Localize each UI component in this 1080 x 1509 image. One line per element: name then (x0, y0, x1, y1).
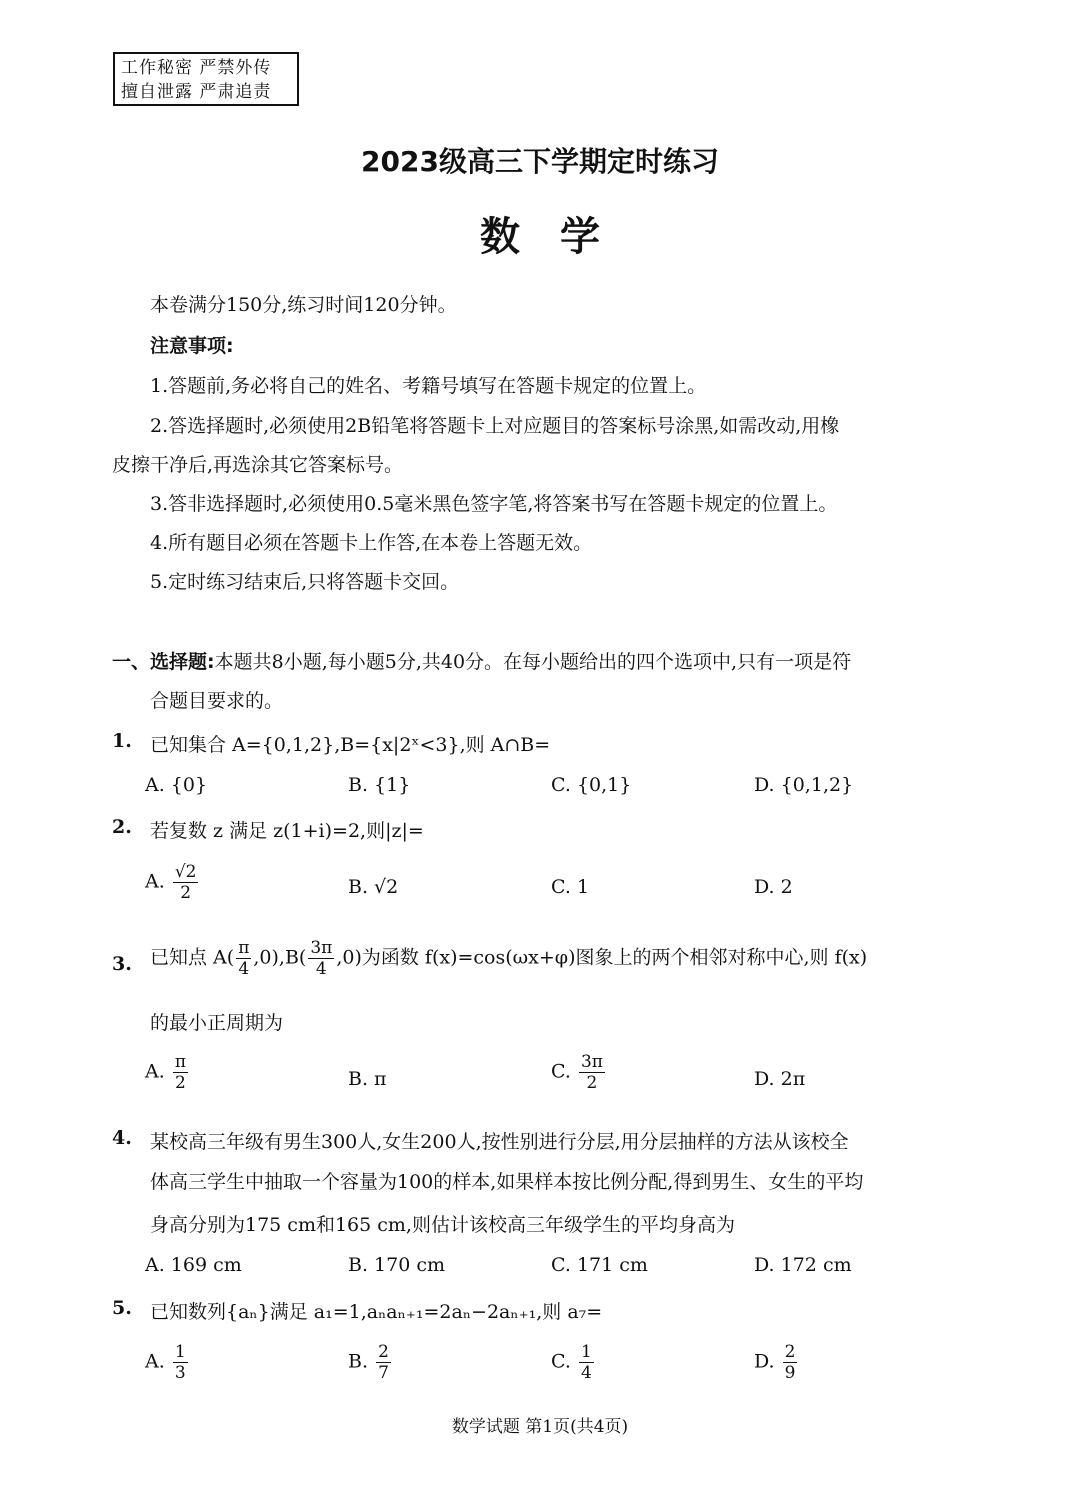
note-2: 2.答选择题时,必须使用2B铅笔将答题卡上对应题目的答案标号涂黑,如需改动,用橡 (150, 415, 840, 437)
q1-number: 1. (112, 730, 132, 752)
q3-option-c-fraction (579, 1052, 605, 1093)
q5-c-denominator: 4 (580, 1363, 592, 1383)
intro-line: 本卷满分150分,练习时间120分钟。 (150, 294, 457, 316)
q2-number: 2. (112, 816, 132, 838)
q3-option-c-label: C. (551, 1060, 571, 1083)
q3-option-a-label: A. (145, 1060, 165, 1083)
q5-number: 5. (112, 1297, 132, 1319)
q5-option-b-fraction (376, 1342, 391, 1383)
q2-option-c: C. 1 (551, 876, 590, 898)
q3-stem (150, 938, 867, 979)
q5-b-denominator: 7 (378, 1363, 389, 1383)
q3-number: 3. (112, 953, 132, 975)
section-1-desc: 本题共8小题,每小题5分,共40分。在每小题给出的四个选项中,只有一项是符 (214, 651, 852, 673)
q5-c-numerator: 1 (580, 1342, 592, 1362)
q4-option-c: C. 171 cm (551, 1254, 648, 1276)
q5-option-d-fraction (783, 1342, 798, 1383)
q3-stem-line-2: 的最小正周期为 (150, 1012, 284, 1034)
q5-a-denominator: 3 (174, 1363, 186, 1383)
q5-option-b-label: B. (348, 1350, 369, 1373)
q4-stem-line-1: 某校高三年级有男生300人,女生200人,按性别进行分层,用分层抽样的方法从该校全 (150, 1131, 849, 1153)
q5-option-a-fraction (173, 1342, 188, 1383)
stamp-line-1: 工作秘密 严禁外传 (121, 58, 272, 78)
q5-stem: 已知数列{aₙ}满足 a₁=1,aₙaₙ₊₁=2aₙ−2aₙ₊₁,则 a₇= (150, 1301, 603, 1323)
q3-f1-denominator: 4 (238, 959, 250, 979)
q3-option-c (551, 1052, 607, 1093)
q5-option-d (754, 1342, 799, 1383)
q5-b-numerator: 2 (378, 1342, 389, 1362)
stamp-line-2: 擅自泄露 严肃追责 (121, 82, 272, 102)
q2-stem: 若复数 z 满足 z(1+i)=2,则|z|= (150, 820, 424, 842)
note-2-cont: 皮擦干净后,再选涂其它答案标号。 (112, 454, 404, 476)
q4-option-d: D. 172 cm (754, 1254, 852, 1276)
q2-option-a (145, 862, 200, 903)
section-1-desc-cont: 合题目要求的。 (150, 690, 284, 712)
page-footer: 数学试题 第1页(共4页) (451, 1417, 629, 1437)
q3-c-denominator: 2 (586, 1073, 598, 1093)
note-5: 5.定时练习结束后,只将答题卡交回。 (150, 571, 460, 593)
q3-option-b: B. π (348, 1068, 387, 1090)
q4-stem-line-3: 身高分别为175 cm和165 cm,则估计该校高三年级学生的平均身高为 (150, 1214, 735, 1236)
q3-c-numerator: 3π (580, 1052, 603, 1072)
q3-stem-part-b: ,0),B( (253, 946, 307, 969)
q5-a-numerator: 1 (174, 1342, 186, 1362)
q4-number: 4. (112, 1127, 132, 1149)
q5-option-c (551, 1342, 596, 1383)
q5-d-denominator: 9 (784, 1363, 796, 1383)
q3-fraction-2 (308, 938, 334, 979)
q3-option-a (145, 1052, 190, 1093)
q3-stem-part-c: ,0)为函数 f(x)=cos(ωx+φ)图象上的两个相邻对称中心,则 f(x) (336, 946, 868, 969)
q2-option-a-fraction (173, 862, 199, 903)
q3-fraction-1 (236, 938, 251, 979)
q5-option-b (348, 1342, 393, 1383)
q4-option-a: A. 169 cm (145, 1254, 242, 1276)
q5-d-numerator: 2 (784, 1342, 796, 1362)
q3-stem-part-a: 已知点 A( (150, 946, 235, 969)
q5-option-a (145, 1342, 190, 1383)
q3-option-d: D. 2π (754, 1068, 806, 1090)
q1-option-a: A. {0} (145, 774, 208, 796)
note-1: 1.答题前,务必将自己的姓名、考籍号填写在答题卡规定的位置上。 (150, 375, 707, 397)
q3-f2-denominator: 4 (315, 959, 327, 979)
q1-stem: 已知集合 A={0,1,2},B={x|2ˣ<3},则 A∩B= (150, 734, 551, 756)
note-3: 3.答非选择题时,必须使用0.5毫米黑色签字笔,将答案书写在答题卡规定的位置上。 (150, 493, 838, 515)
q5-option-d-label: D. (754, 1350, 775, 1373)
notice-title: 注意事项: (150, 335, 234, 357)
q5-option-c-label: C. (551, 1350, 571, 1373)
subject-title: 数学 (480, 214, 640, 260)
q4-stem-line-2: 体高三学生中抽取一个容量为100的样本,如果样本按比例分配,得到男生、女生的平均 (150, 1171, 864, 1193)
confidential-stamp (113, 52, 299, 106)
section-1-header (112, 647, 851, 674)
q2-option-a-label: A. (145, 870, 165, 893)
q3-f2-numerator: 3π (310, 938, 333, 958)
q2-option-d: D. 2 (754, 876, 793, 898)
q2-a-denominator: 2 (180, 883, 192, 903)
q1-option-d: D. {0,1,2} (754, 774, 854, 796)
q1-option-c: C. {0,1} (551, 774, 632, 796)
q2-a-numerator: √2 (174, 862, 197, 882)
q5-option-c-fraction (579, 1342, 594, 1383)
q3-f1-numerator: π (238, 938, 250, 958)
q3-option-a-fraction (173, 1052, 188, 1093)
q2-option-b: B. √2 (348, 876, 399, 898)
q5-option-a-label: A. (145, 1350, 165, 1373)
q1-option-b: B. {1} (348, 774, 411, 796)
exam-title: 2023级高三下学期定时练习 (361, 145, 719, 178)
q4-option-b: B. 170 cm (348, 1254, 446, 1276)
q3-a-denominator: 2 (174, 1073, 186, 1093)
q3-a-numerator: π (174, 1052, 186, 1072)
note-4: 4.所有题目必须在答题卡上作答,在本卷上答题无效。 (150, 532, 593, 554)
section-1-heading: 一、选择题: (112, 651, 215, 673)
